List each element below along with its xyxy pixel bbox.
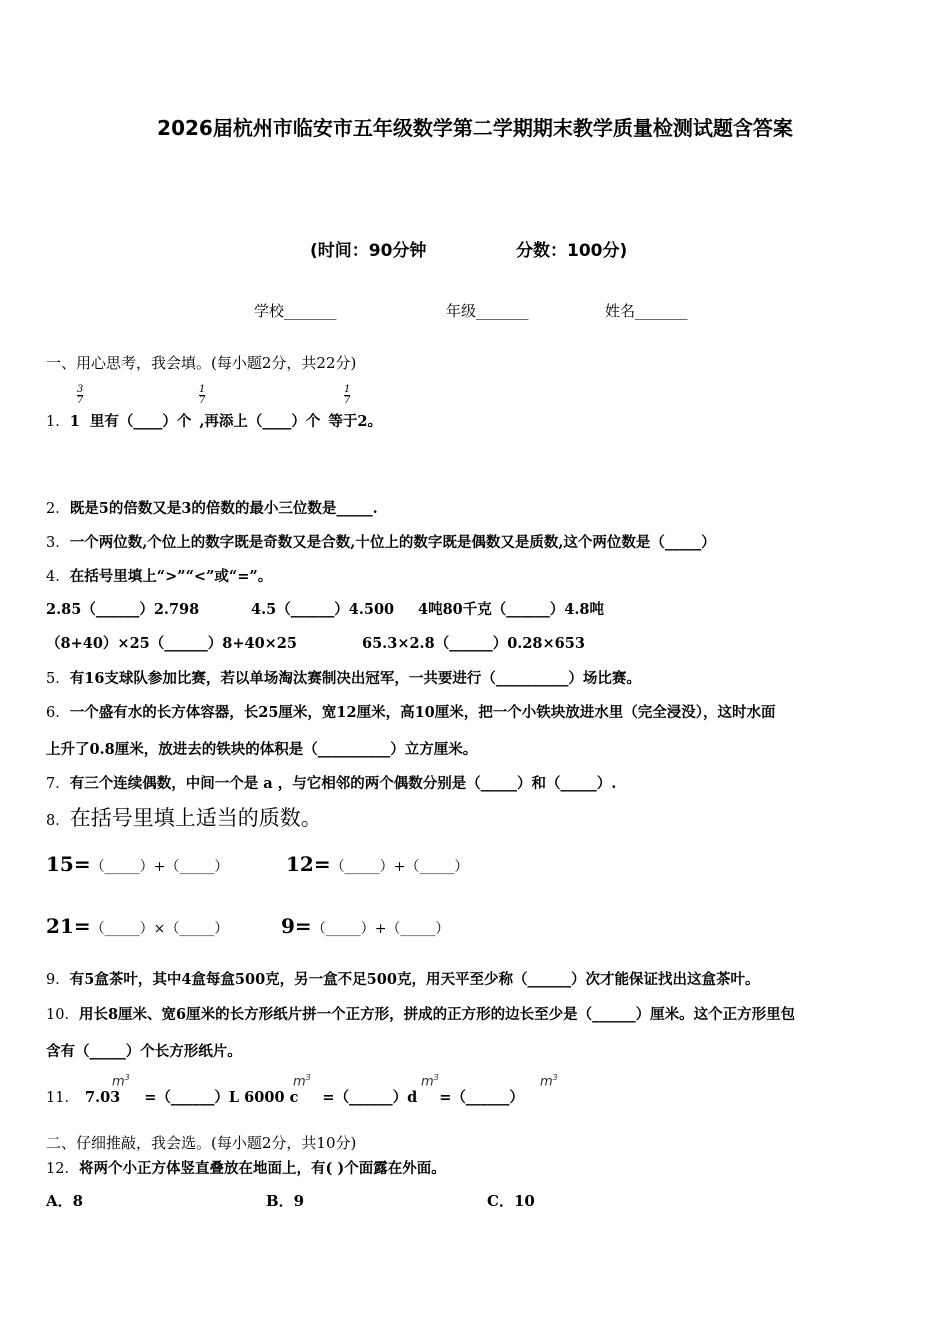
question-9 [46,968,759,989]
q8-equation-4 [281,914,449,938]
q1-fraction-b [199,385,205,406]
unit-exponent: 3 [305,1073,311,1082]
fraction-denominator: 7 [77,395,84,406]
q8-number: 8． [46,813,70,829]
unit-base: m [540,1074,553,1090]
cubic-meter-unit-1 [112,1073,130,1089]
fraction-denominator: 7 [344,395,351,406]
q10-number: 10． [46,1007,79,1023]
operator: + [153,859,166,875]
q1-fraction-a [77,385,83,406]
q12-option-b[interactable]: B．9 [266,1192,305,1210]
fraction-denominator: 7 [199,395,206,406]
q12-number: 12． [46,1161,79,1177]
unit-exponent: 3 [552,1073,558,1082]
q6-line1: 一个盛有水的长方体容器，长25厘米，宽12厘米，高10厘米，把一个小铁块放进水里（完全浸没），这时水面 [69,704,776,721]
q7-number: 7． [46,776,70,792]
q11-part3: =（______）d [322,1089,418,1106]
q1-fraction-c [344,385,350,406]
q3-number: 3． [46,535,70,551]
answer-blank: （_____） [405,859,469,875]
q5-text: 有16支球队参加比赛，若以单场淘汰赛制决出冠军，一共要进行（__________）场比赛。 [69,670,641,687]
operator: × [153,921,166,937]
q10-line1: 用长8厘米、宽6厘米的长方形纸片拼一个正方形，拼成的正方形的边长至少是（______）厘米。这个正方形里包 [78,1006,796,1023]
q6-number: 6． [46,705,70,721]
q1-part1: 1 [69,413,80,430]
answer-blank: （_____） [90,859,154,875]
q4-text: 在括号里填上“>”“<”或“=”。 [69,568,273,585]
equation-lhs: 12= [286,852,331,876]
answer-blank: （_____） [386,921,450,937]
q1-part4: 等于2。 [328,413,382,430]
fraction-numerator: 3 [77,384,84,395]
q4-row2-item2: 65.3×2.8（______）0.28×653 [362,635,585,652]
fraction-numerator: 1 [199,384,206,395]
unit-exponent: 3 [124,1073,130,1082]
q2-text: 既是5的倍数又是3的倍数的最小三位数是_____. [69,500,378,517]
question-7 [46,772,616,793]
unit-exponent: 3 [433,1073,439,1082]
question-4 [46,565,272,586]
section1-heading: 一、用心思考，我会填。(每小题2分，共22分) [46,354,357,372]
q11-part2: =（______）L 6000 c [144,1089,299,1106]
q3-text: 一个两位数,个位上的数字既是奇数又是合数,十位上的数字既是偶数又是质数,这个两位数是（_____） [69,534,716,551]
q4-row1-item3: 4吨80千克（______）4.8吨 [418,601,604,618]
q9-number: 9． [46,972,70,988]
question-5 [46,667,641,688]
cubic-meter-unit-2 [293,1073,311,1089]
q1-part3: ,再添上（____）个 [199,413,321,430]
name-field: 姓名_______ [605,302,688,320]
q8-equation-2 [286,852,468,876]
answer-blank: （_____） [330,859,394,875]
grade-field: 年级_______ [446,302,529,320]
answer-blank: （_____） [165,859,229,875]
document-title: 2026届杭州市临安市五年级数学第二学期期末教学质量检测试题含答案 [157,116,793,140]
unit-base: m [421,1074,434,1090]
question-6 [46,701,776,722]
equation-lhs: 21= [46,914,91,938]
q10-line2: 含有（_____）个长方形纸片。 [46,1043,242,1060]
q5-number: 5． [46,671,70,687]
equation-lhs: 9= [281,914,312,938]
section2-heading: 二、仔细推敲，我会选。(每小题2分，共10分) [46,1134,357,1152]
q1-number: 1． [46,414,70,430]
unit-base: m [293,1074,306,1090]
q12-text: 将两个小正方体竖直叠放在地面上，有( )个面露在外面。 [78,1160,446,1177]
q4-number: 4． [46,569,70,585]
q4-row1-item1: 2.85（______）2.798 [46,601,200,618]
school-field: 学校_______ [254,302,337,320]
q12-option-a[interactable]: A．8 [46,1192,84,1210]
exam-score: 分数：100分) [516,241,628,261]
q9-text: 有5盒茶叶，其中4盒每盒500克，另一盒不足500克，用天平至少称（______）次才能保证找出这盒茶叶。 [69,971,760,988]
question-8 [46,802,322,832]
q7-text: 有三个连续偶数，中间一个是 a ，与它相邻的两个偶数分别是（_____）和（_____）. [69,775,617,792]
cubic-meter-unit-3 [421,1073,439,1089]
operator: + [393,859,406,875]
q1-part2: 里有（____）个 [89,413,192,430]
fraction-numerator: 1 [344,384,351,395]
q11-part1: 7.03 [84,1089,121,1106]
equation-lhs: 15= [46,852,91,876]
answer-blank: （_____） [90,921,154,937]
q8-equation-1 [46,852,228,876]
q2-number: 2． [46,501,70,517]
question-2 [46,497,378,518]
operator: + [374,921,387,937]
q4-row1-item2: 4.5（______）4.500 [251,601,395,618]
answer-blank: （_____） [311,921,375,937]
q11-part4: =（______） [439,1089,524,1106]
q8-equation-3 [46,914,228,938]
unit-base: m [112,1074,125,1090]
answer-blank: （_____） [165,921,229,937]
q6-line2: 上升了0.8厘米，放进去的铁块的体积是（__________）立方厘米。 [46,741,478,758]
question-12 [46,1157,446,1178]
question-1 [46,410,382,431]
cubic-meter-unit-4 [540,1073,558,1089]
question-10 [46,1003,795,1024]
q11-number: 11． [46,1090,79,1106]
q12-option-c[interactable]: C．10 [487,1192,535,1210]
exam-time: (时间：90分钟 [310,241,427,261]
q8-text: 在括号里填上适当的质数。 [69,806,322,830]
q4-row2-item1: （8+40）×25（______）8+40×25 [46,635,297,652]
question-3 [46,531,716,552]
